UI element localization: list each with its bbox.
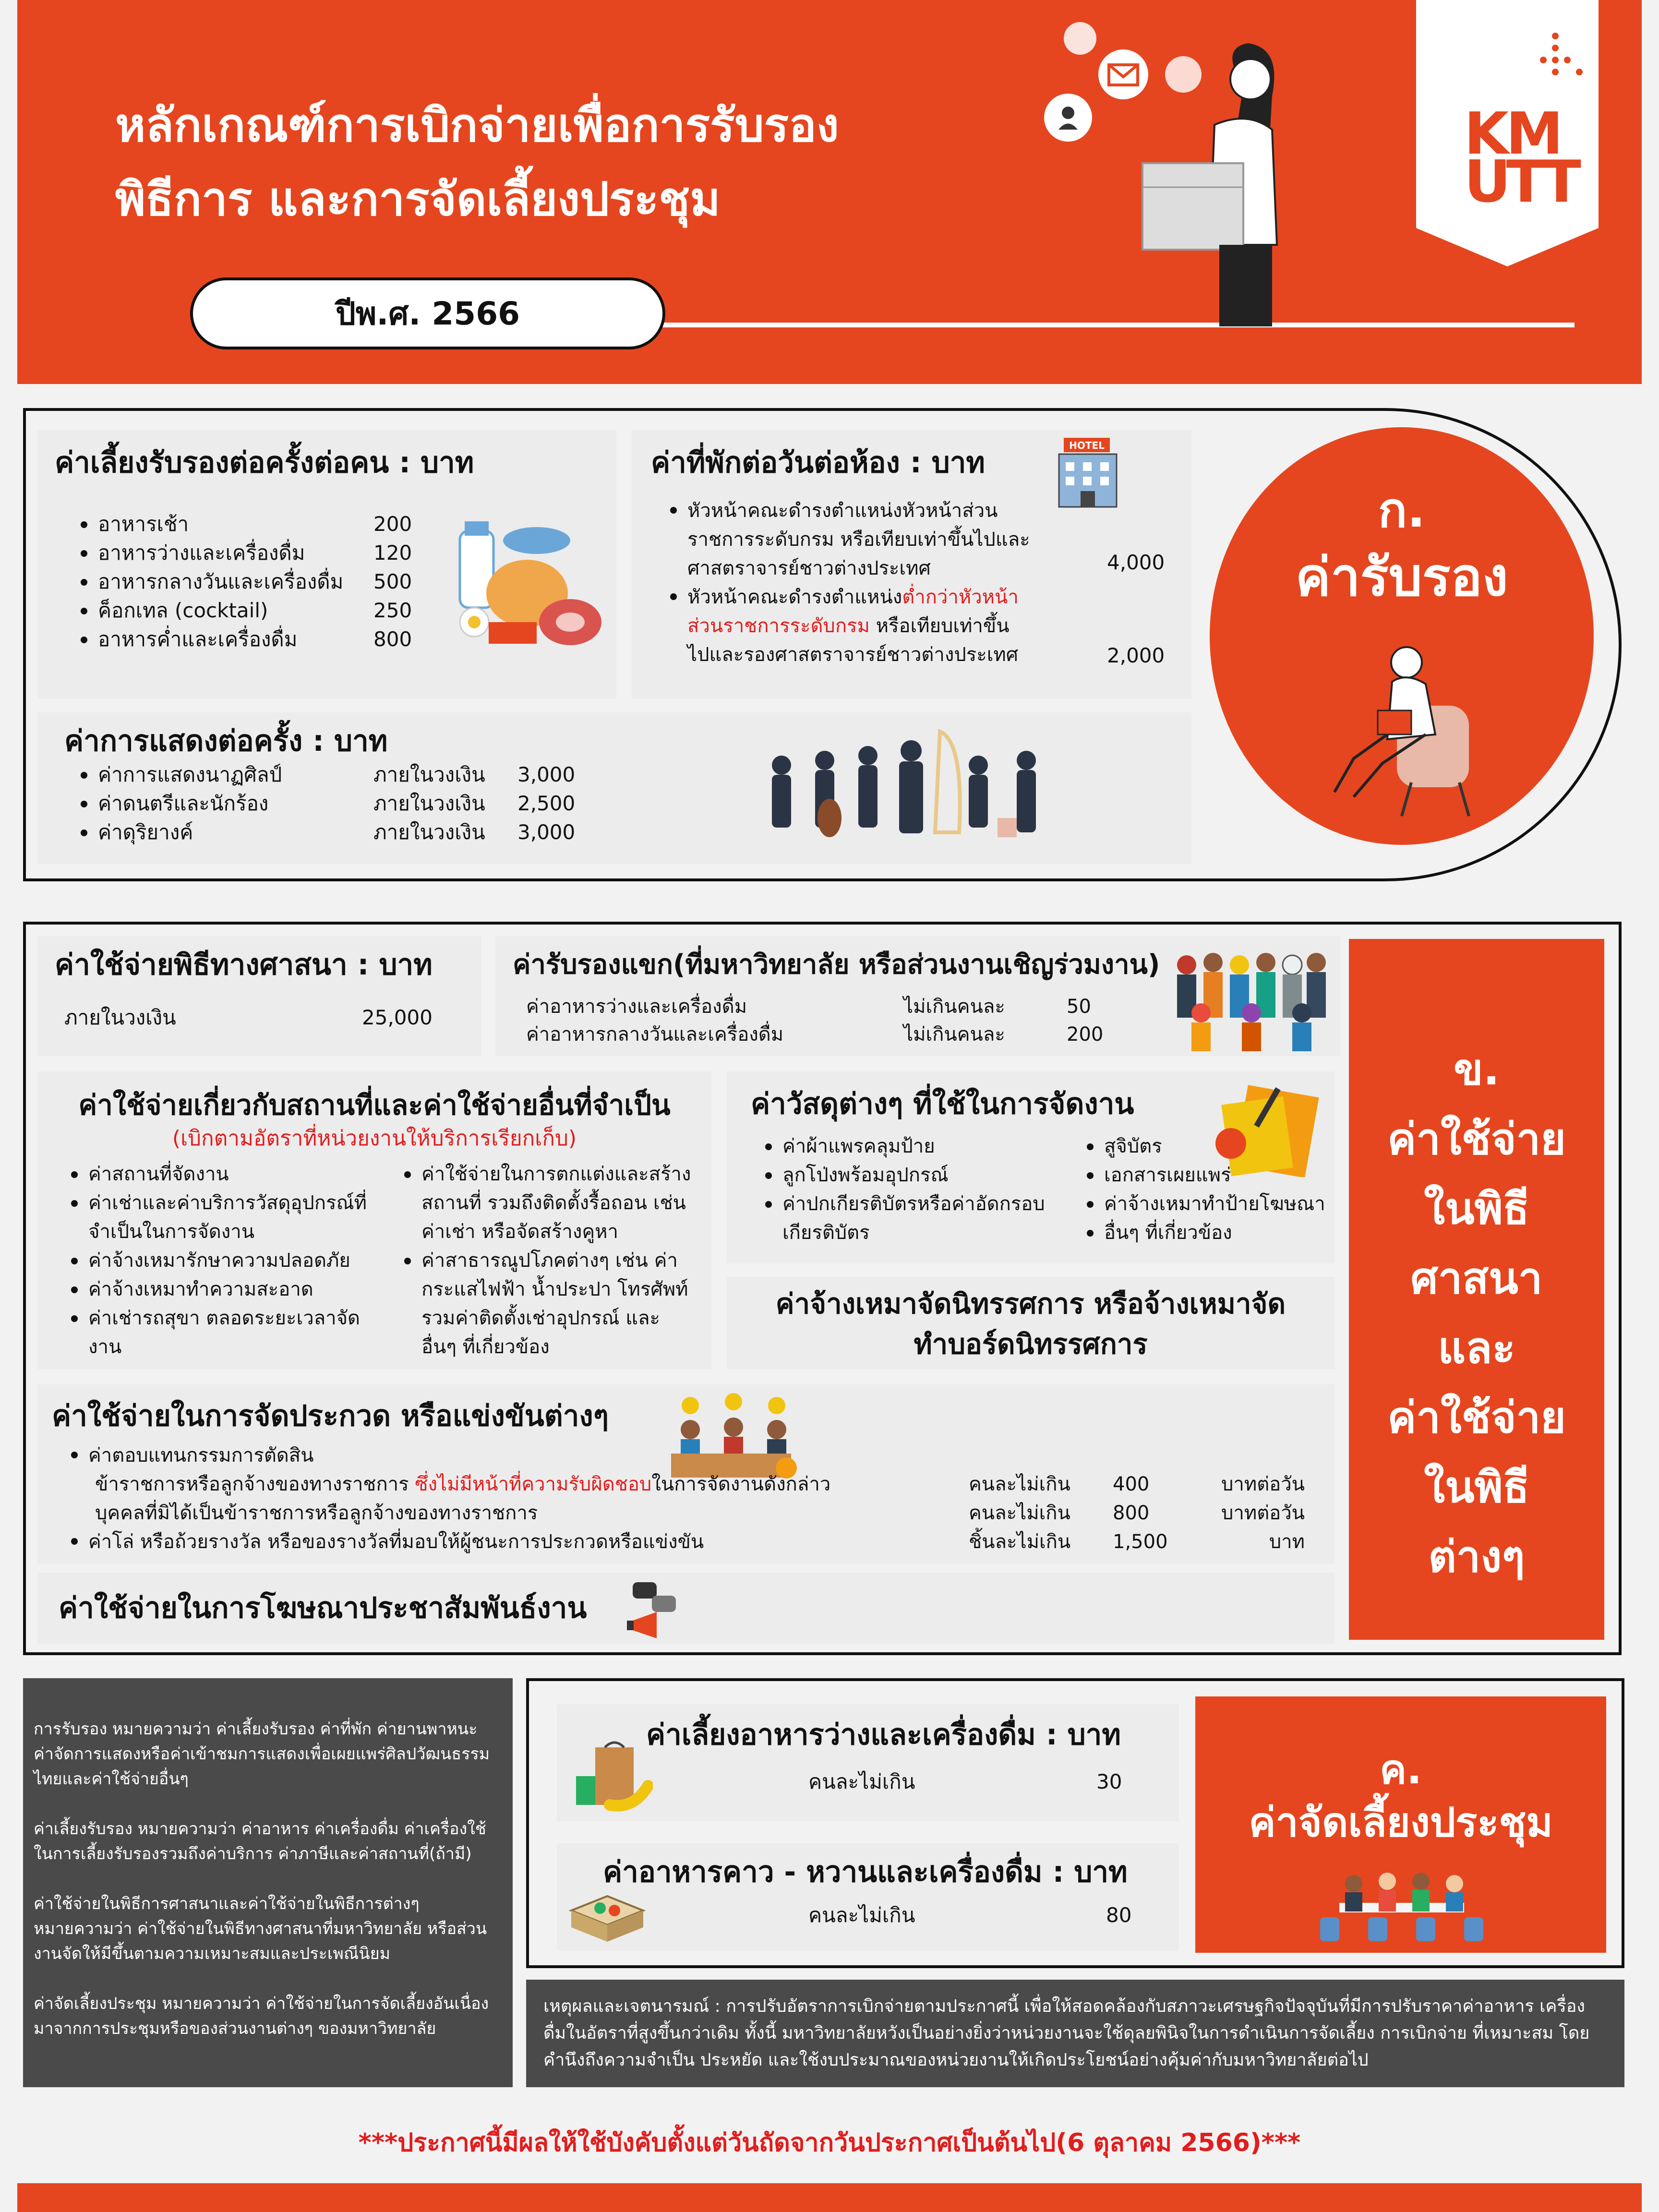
logo-text-bottom: UTT	[1464, 149, 1576, 216]
contest-judge-text: ค่าตอบแทนกรรมการตัดสิน	[88, 1444, 314, 1467]
guests-crowd-illustration	[1172, 946, 1331, 1051]
year-label: ปีพ.ศ. 2566	[335, 295, 520, 332]
exhibit-line2: ทำบอร์ดนิทรรศการ	[914, 1328, 1148, 1360]
venue-panel-title: ค่าใช้จ่ายเกี่ยวกับสถานที่และค่าใช้จ่ายอื่นที่จำเป็น	[78, 1089, 671, 1121]
show-limits	[373, 760, 485, 847]
section-a-letter: ก.	[1378, 482, 1426, 538]
contest-limits	[969, 1470, 1070, 1556]
definition-item: ค่าเลี้ยงรับรอง หมายความว่า ค่าอาหาร ค่าเครื่องดื่ม ค่าเครื่องใช้ในการเลี้ยงรับรองรวมถึงค่าบริการ ค่าภาษีและค่าสถานที่(ถ้ามี)	[34, 1819, 486, 1863]
list-item: ค่าจ้างเหมาทำป้ายโฆษณา	[1087, 1190, 1327, 1218]
reading-woman-illustration	[1325, 638, 1488, 821]
hotel-item-2-highlight: ต่ำกว่าหัวหน้า	[902, 586, 1019, 608]
food-panel-title: ค่าเลี้ยงรับรองต่อครั้งต่อคน : บาท	[55, 446, 474, 480]
contest-units	[1190, 1470, 1305, 1556]
rationale-text: เหตุผลและเจตนารมณ์ : การปรับอัตราการเบิกจ่ายตามประกาศนี้ เพื่อให้สอดคล้องกับสภาวะเศรษฐกิจปัจจุบันที่มีการปรับราคาค่าอาหาร เครื่องดื่มในอัตราที่สูงขึ้นกว่าเดิม ทั้งนี้ มหาวิทยาลัยหวังเป็นอย่างยิ่งว่าหน่วยงานจะใช้ดุลยพินิจในการดำเนินการจัดเลี้ยง การเบิกจ่าย ที่เหมาะสม โดยคำนึงถึงความจำเป็น ประหยัด และใช้งบประมาณของหน่วยงานให้เกิดประโยชน์อย่างคุ้มค่ากับมหาวิทยาลัยต่อไป	[543, 1996, 1590, 2070]
list-item: ค่าผ้าแพรคลุมป้าย	[765, 1132, 1082, 1161]
list-item: อาหารค่ำและเครื่องดื่ม	[81, 625, 388, 654]
orchestra-illustration	[757, 722, 1055, 856]
kmutt-logo	[1416, 0, 1599, 269]
contest-limit: ชิ้นละไม่เกิน	[969, 1531, 1071, 1553]
list-item: ลูกโป่งพร้อมอุปกรณ์	[765, 1161, 1082, 1190]
hotel-item-1-value: 4,000	[1107, 551, 1165, 574]
footer-bar	[17, 2183, 1642, 2212]
list-item: ค่าการแสดงนาฏศิลป์	[81, 760, 349, 789]
food-panel	[37, 430, 616, 699]
contest-value: 400	[1113, 1473, 1150, 1495]
judges-illustration	[666, 1391, 801, 1482]
definition-item: ค่าใช้จ่ายในพิธีการศาสนาและค่าใช้จ่ายในพิธีการต่างๆ หมายความว่า ค่าใช้จ่ายในพิธีทางศาสนาที่มหาวิทยาลัย หรือส่วนงานจัดให้มีขึ้นตามความเหมาะสมและประเพณีนิยม	[34, 1894, 487, 1963]
definition-item: การรับรอง หมายความว่า ค่าเลี้ยงรับรอง ค่าที่พัก ค่ายานพาหนะ ค่าจัดการแสดงหรือค่าเข้าชมการแสดงเพื่อเผยแพร่ศิลปวัฒนธรรมไทยและค่าใช้จ่ายอื่นๆ	[34, 1719, 490, 1789]
page-title-line1: หลักเกณฑ์การเบิกจ่ายเพื่อการรับรอง	[115, 98, 839, 152]
food-value: 200	[373, 512, 412, 536]
contest-gov-row	[95, 1470, 830, 1499]
food-value: 120	[373, 541, 412, 565]
list-item: ค่าจ้างเหมาทำความสะอาด	[71, 1275, 378, 1304]
pr-panel-title: ค่าใช้จ่ายในการโฆษณาประชาสัมพันธ์งาน	[59, 1591, 587, 1625]
materials-list-right	[1087, 1132, 1327, 1247]
food-value: 250	[373, 599, 412, 622]
section-b-line: ศาสนา	[1410, 1253, 1543, 1304]
religious-limit: ภายในวงเงิน	[64, 1006, 176, 1029]
section-b-line: ค่าใช้จ่าย	[1387, 1114, 1566, 1165]
guest-limit: ไม่เกินคนละ	[903, 996, 1005, 1018]
hotel-item-1-line: ราชการระดับกรม หรือเทียบเท่าขึ้นไปและ	[687, 529, 1030, 551]
section-c-name: ค่าจัดเลี้ยงประชุม	[1249, 1799, 1553, 1846]
contest-gov-text: ข้าราชการหรือลูกจ้างของทางราชการ	[95, 1473, 415, 1495]
section-c-label-panel	[1195, 1696, 1606, 1953]
list-item: ค่าสาธารณูปโภคต่างๆ เช่น ค่ากระแสไฟฟ้า น้ำประปา โทรศัพท์ รวมค่าติดตั้งเช่าอุปกรณ์ และอื่นๆ ที่เกี่ยวข้อง	[404, 1246, 692, 1361]
list-item: อาหารกลางวันและเครื่องดื่ม	[81, 567, 388, 596]
guest-value: 50	[1067, 996, 1091, 1018]
contest-gov-highlight: ซึ่งไม่มีหน้าที่ความรับผิดชอบ	[415, 1473, 652, 1495]
food-values	[373, 510, 412, 654]
guest-label: ค่าอาหารกลางวันและเครื่องดื่ม	[526, 1023, 784, 1046]
contest-judge-label	[71, 1441, 314, 1470]
snack-value: 30	[1096, 1770, 1122, 1793]
list-item: ค็อกเทล (cocktail)	[81, 596, 388, 625]
snack-limit: คนละไม่เกิน	[808, 1770, 915, 1793]
contest-panel	[37, 1384, 1334, 1564]
section-a-name: ค่ารับรอง	[1295, 546, 1508, 608]
exhibit-panel	[727, 1277, 1334, 1369]
section-c-letter: ค.	[1379, 1746, 1422, 1793]
contest-non-gov-row: บุคคลที่มิได้เป็นข้าราชการหรือลูกจ้างของทางราชการ	[95, 1502, 538, 1524]
show-value: 3,000	[517, 763, 576, 786]
section-b-line: ในพิธี	[1424, 1184, 1529, 1234]
guest-values	[1067, 993, 1103, 1048]
section-b-line: ค่าใช้จ่าย	[1387, 1393, 1566, 1443]
list-item: ค่าสถานที่จัดงาน	[71, 1160, 378, 1189]
lunch-box-illustration	[566, 1882, 648, 1944]
meeting-table-illustration	[1310, 1864, 1493, 1946]
list-item: ค่าใช้จ่ายในการตกแต่งและสร้างสถานที่ รวมถึงติดตั้งรื้อถอน เช่น ค่าเช่า หรือจัดสร้างคูหา	[404, 1160, 692, 1246]
hotel-item-2-text: หรือเทียบเท่าขึ้น	[869, 615, 1010, 637]
show-value: 3,000	[517, 820, 576, 844]
guest-labels	[526, 993, 783, 1048]
meal-panel	[557, 1843, 1179, 1951]
contest-gov-text: ในการจัดงานดังกล่าว	[651, 1473, 831, 1495]
hotel-item-1	[670, 496, 1102, 583]
contest-prize-text: ค่าโล่ หรือถ้วยรางวัล หรือของรางวัลที่มอบให้ผู้ชนะการประกวดหรือแข่งขัน	[88, 1531, 704, 1553]
guest-value: 200	[1067, 1023, 1104, 1046]
hotel-sign-text: HOTEL	[1069, 440, 1105, 451]
hotel-item-2-highlight: ส่วนราชการระดับกรม	[687, 615, 870, 637]
woman-with-box-illustration	[1037, 19, 1286, 326]
guest-limits	[903, 993, 1005, 1048]
section-a-circle	[1210, 427, 1594, 845]
page-title-line2: พิธีการ และการจัดเลี้ยงประชุม	[115, 172, 721, 226]
hotel-item-1-line: ศาสตราจารย์ชาวต่างประเทศ	[687, 557, 931, 579]
contest-value: 800	[1113, 1502, 1150, 1524]
religious-value: 25,000	[362, 1006, 433, 1029]
list-item: สูจิบัตร	[1087, 1132, 1327, 1161]
hotel-panel-title: ค่าที่พักต่อวันต่อห้อง : บาท	[651, 446, 985, 480]
list-item: ค่าปกเกียรติบัตรหรือค่าอัดกรอบเกียรติบัตร	[765, 1190, 1082, 1247]
guest-panel	[495, 936, 1340, 1056]
contest-unit: บาท	[1269, 1531, 1305, 1553]
list-item: ค่าจ้างเหมารักษาความปลอดภัย	[71, 1246, 378, 1275]
guest-limit: ไม่เกินคนละ	[903, 1023, 1005, 1046]
food-list	[81, 510, 388, 654]
list-item: เอกสารเผยแพร่	[1087, 1161, 1327, 1190]
list-item: อาหารเช้า	[81, 510, 388, 539]
effective-date-note: ***ประกาศนี้มีผลให้ใช้บังคับตั้งแต่วันถัดจากวันประกาศเป็นต้นไป(6 ตุลาคม 2566)***	[358, 2128, 1301, 2157]
definitions-panel	[23, 1678, 513, 2087]
snack-panel	[557, 1704, 1179, 1821]
section-b-line: ในพิธี	[1424, 1462, 1529, 1513]
exhibit-line1: ค่าจ้างเหมาจัดนิทรรศการ หรือจ้างเหมาจัด	[775, 1287, 1286, 1320]
contest-unit: บาทต่อวัน	[1221, 1502, 1305, 1524]
show-list	[81, 760, 349, 847]
contest-limit: คนละไม่เกิน	[969, 1502, 1070, 1524]
snack-panel-title: ค่าเลี้ยงอาหารว่างและเครื่องดื่ม : บาท	[646, 1718, 1121, 1752]
hotel-panel	[632, 430, 1191, 699]
materials-panel-title: ค่าวัสดุต่างๆ ที่ใช้ในการจัดงาน	[751, 1087, 1134, 1121]
guest-panel-title: ค่ารับรองแขก(ที่มหาวิทยาลัย หรือส่วนงานเชิญร่วมงาน)	[513, 949, 1160, 980]
materials-panel	[727, 1071, 1334, 1263]
religious-panel-title: ค่าใช้จ่ายพิธีทางศาสนา : บาท	[55, 948, 433, 982]
pr-panel	[37, 1573, 1334, 1644]
food-value: 500	[373, 570, 412, 593]
section-b-line: ต่างๆ	[1428, 1532, 1525, 1582]
list-item: อื่นๆ ที่เกี่ยวข้อง	[1087, 1218, 1327, 1247]
contest-value: 1,500	[1113, 1531, 1168, 1553]
show-limit: ภายในวงเงิน	[373, 763, 485, 786]
list-item: ค่าดนตรีและนักร้อง	[81, 789, 349, 818]
contest-prize-row	[71, 1527, 704, 1556]
food-value: 800	[373, 627, 412, 651]
materials-list-left	[765, 1132, 1082, 1247]
logo-text-top: KM	[1464, 101, 1561, 168]
venue-list-left	[71, 1160, 378, 1361]
rationale-panel	[526, 1980, 1624, 2087]
list-item: ค่าดุริยางค์	[81, 818, 349, 847]
hotel-item-2-value: 2,000	[1107, 644, 1165, 667]
list-item: ค่าเช่าและค่าบริการวัสดุอุปกรณ์ที่จำเป็นในการจัดงาน	[71, 1189, 378, 1246]
contest-limit: คนละไม่เกิน	[969, 1473, 1070, 1495]
contest-values	[1113, 1470, 1168, 1556]
show-value: 2,500	[517, 792, 576, 815]
religious-panel	[37, 936, 481, 1056]
show-limit: ภายในวงเงิน	[373, 792, 485, 815]
show-panel-title: ค่าการแสดงต่อครั้ง : บาท	[64, 724, 388, 758]
contest-unit: บาทต่อวัน	[1221, 1473, 1305, 1495]
show-values	[517, 760, 575, 847]
show-panel	[37, 712, 1191, 864]
section-b-label-panel	[1349, 939, 1604, 1640]
list-item: อาหารว่างและเครื่องดื่ม	[81, 539, 388, 567]
show-limit: ภายในวงเงิน	[373, 820, 485, 844]
section-b-line: และ	[1438, 1323, 1515, 1373]
food-illustration	[450, 512, 604, 656]
meal-value: 80	[1106, 1903, 1132, 1927]
hotel-item-2-text: หัวหน้าคณะดำรงตำแหน่ง	[687, 586, 902, 608]
meal-limit: คนละไม่เกิน	[808, 1903, 915, 1927]
contest-panel-title: ค่าใช้จ่ายในการจัดประกวด หรือแข่งขันต่างๆ	[52, 1399, 609, 1433]
list-item: ค่าเช่ารถสุขา ตลอดระยะเวลาจัดงาน	[71, 1304, 378, 1361]
guest-label: ค่าอาหารว่างและเครื่องดื่ม	[526, 996, 747, 1018]
hotel-item-1-line: หัวหน้าคณะดำรงตำแหน่งหัวหน้าส่วน	[687, 500, 998, 522]
venue-list-right	[404, 1160, 692, 1361]
venue-panel	[37, 1071, 711, 1369]
hotel-item-2-text: ไปและรองศาสตราจารย์ชาวต่างประเทศ	[687, 644, 1019, 666]
megaphone-icon	[623, 1578, 685, 1641]
venue-panel-subtitle: (เบิกตามอัตราที่หน่วยงานให้บริการเรียกเก็บ)	[172, 1126, 577, 1151]
meal-panel-title: ค่าอาหารคาว - หวานและเครื่องดื่ม : บาท	[603, 1855, 1128, 1889]
section-b-line: ข.	[1454, 1045, 1500, 1095]
hotel-item-2	[670, 583, 1102, 669]
snack-bag-illustration	[571, 1738, 653, 1815]
year-pill	[190, 277, 665, 349]
definition-item: ค่าจัดเลี้ยงประชุม หมายความว่า ค่าใช้จ่ายในการจัดเลี้ยงอันเนื่องมาจากการประชุมหรือของส่วนงานต่างๆ ของมหาวิทยาลัย	[34, 1994, 489, 2038]
